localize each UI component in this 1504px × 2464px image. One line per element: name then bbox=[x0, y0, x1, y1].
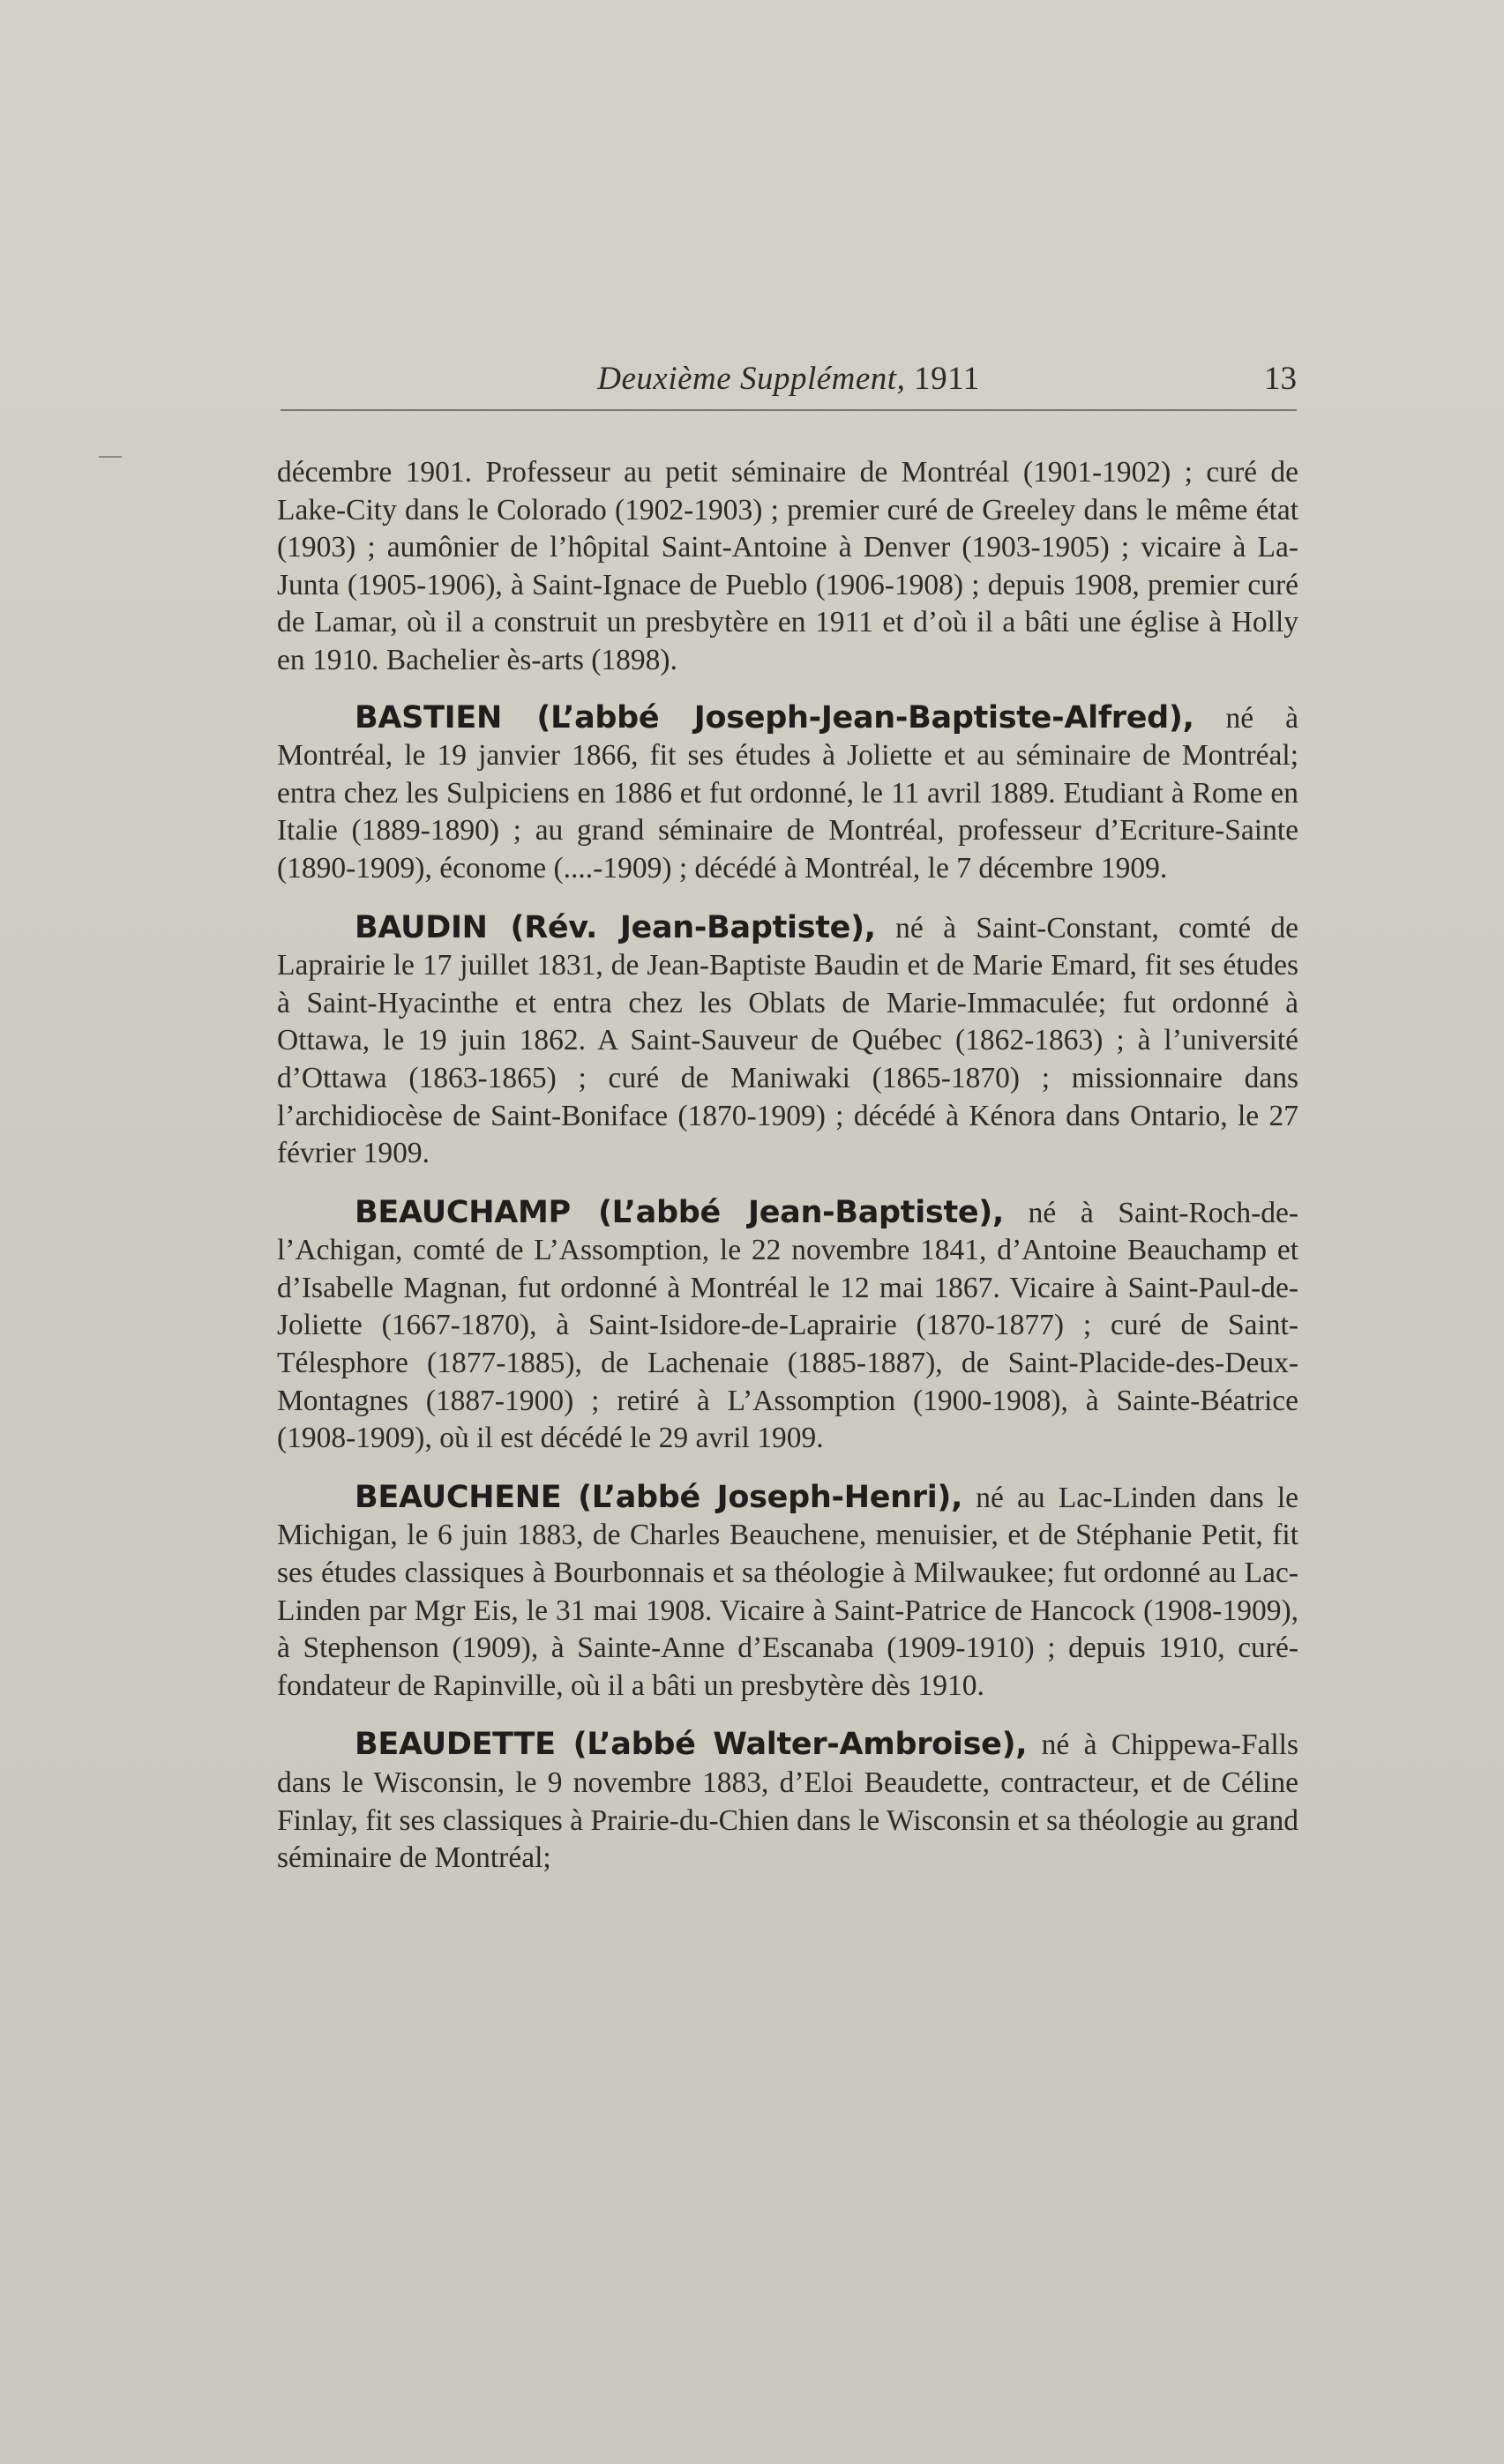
entry-text: né à Chippewa-Falls dans le Wisconsin, le 9 novembre 1883, d’Eloi Beaudette, contracteur, et de Céline Finlay, fit ses classiques à Prairie-du-Chien dans le Wisconsin et sa théologie au grand séminaire de Montréal; bbox=[277, 1729, 1298, 1875]
entry-name: BEAUCHAMP (L’abbé Jean-Baptiste), bbox=[355, 1194, 1005, 1230]
running-title-year: 1911 bbox=[914, 361, 980, 397]
entry-name: BEAUCHENE (L’abbé Joseph-Henri), bbox=[355, 1479, 963, 1515]
entry-name: BAUDIN (Rév. Jean-Baptiste), bbox=[355, 909, 876, 945]
entry-name: BEAUDETTE (L’abbé Walter-Ambroise), bbox=[355, 1727, 1028, 1763]
entry-text: né à Saint-Constant, comté de Laprairie le 17 juillet 1831, de Jean-Baptiste Baudin et de Marie Emard, fit ses études à Saint-Hyacinthe et entra chez les Oblats de Marie-Immaculée; fut ordonné à Ottawa, le 19 juin 1862. A Saint-Sauveur de Québec (1862-1863) ; à l’université d’Ottawa (1863-1865) ; curé de Maniwaki (1865-1870) ; missionnaire dans l’archidiocèse de Saint-Boniface (1870-1909) ; décédé à Kénora dans Ontario, le 27 février 1909. bbox=[277, 911, 1298, 1170]
margin-mark bbox=[99, 456, 122, 458]
entry-text: né au Lac-Linden dans le Michigan, le 6 juin 1883, de Charles Beauchene, menuisier, et de Stéphanie Petit, fit ses études classiques à Bourbonnais et sa théologie à Milwaukee; fut ordonné au Lac-Linden par Mgr Eis, le 31 mai 1908. Vicaire à Saint-Patrice de Hancock (1908-1909), à Stephenson (1909), à Sainte-Anne d’Escanaba (1909-1910) ; depuis 1910, curé-fondateur de Rapinville, où il a bâti un presbytère dès 1910. bbox=[277, 1481, 1299, 1702]
entry-bastien bbox=[277, 699, 1298, 888]
header-rule bbox=[281, 409, 1297, 411]
entry-beaudette bbox=[277, 1726, 1298, 1877]
page-header bbox=[281, 353, 1297, 414]
entry-name: BASTIEN (L’abbé Joseph-Jean-Baptiste-Alfred), bbox=[355, 699, 1194, 735]
entry-beauchene bbox=[277, 1479, 1298, 1706]
running-title-text: Deuxième Supplément, bbox=[597, 361, 906, 397]
entry-text: né à Saint-Roch-de-l’Achigan, comté de L’Assomption, le 22 novembre 1841, d’Antoine Beauchamp et d’Isabelle Magnan, fut ordonné à Montréal le 12 mai 1867. Vicaire à Saint-Paul-de-Joliette (1667-1870), à Saint-Isidore-de-Laprairie (1870-1877) ; curé de Saint-Télesphore (1877-1885), de Lachenaie (1885-1887), de Saint-Placide-des-Deux-Montagnes (1887-1900) ; retiré à L’Assomption (1900-1908), à Sainte-Béatrice (1908-1909), où il est décédé le 29 avril 1909. bbox=[277, 1196, 1298, 1455]
entry-baudin bbox=[277, 909, 1298, 1173]
page-body bbox=[277, 454, 1298, 1899]
entry-continuation bbox=[277, 454, 1298, 680]
entry-text: né à Montréal, le 19 janvier 1866, fit ses études à Joliette et au séminaire de Montréal; entra chez les Sulpiciens en 1886 et fut ordonné, le 11 avril 1889. Etudiant à Rome en Italie (1889-1890) ; au grand séminaire de Montréal, professeur d’Ecriture-Sainte (1890-1909), économe (....-1909) ; décédé à Montréal, le 7 décembre 1909. bbox=[277, 701, 1298, 885]
running-title bbox=[281, 360, 1297, 398]
entry-text: décembre 1901. Professeur au petit séminaire de Montréal (1901-1902) ; curé de Lake-City dans le Colorado (1902-1903) ; premier curé de Greeley dans le même état (1903) ; aumônier de l’hôpital Saint-Antoine à Denver (1903-1905) ; vicaire à La-Junta (1905-1906), à Saint-Ignace de Pueblo (1906-1908) ; depuis 1908, premier curé de Lamar, où il a construit un presbytère en 1911 et d’où il a bâti une église à Holly en 1910. Bachelier ès-arts (1898). bbox=[277, 456, 1298, 676]
entry-beauchamp bbox=[277, 1194, 1298, 1458]
page-number: 13 bbox=[1264, 361, 1297, 397]
